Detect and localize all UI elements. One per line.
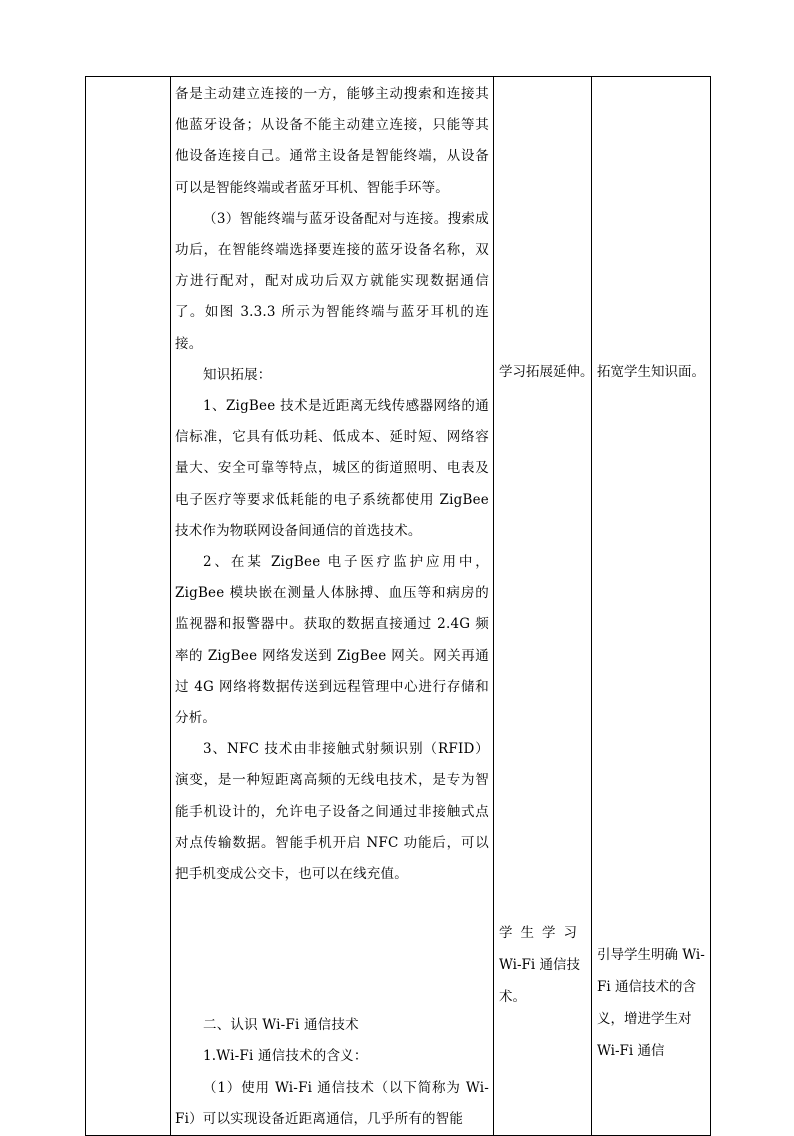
paragraph: （1）使用 Wi-Fi 通信技术（以下简称为 Wi-Fi）可以实现设备近距离通信，几乎所有的智能 — [175, 1079, 489, 1127]
section-heading: 知识拓展： — [203, 366, 272, 383]
paragraph: 1、ZigBee 技术是近距离无线传感器网络的通信标准，它具有低功耗、低成本、延时短、网络容量大、安全可靠等特点，城区的街道照明、电表及电子医疗等要求低耗能的电子系统都使用 ZigBee 技术作为物联网设备间通信的首选技术。 — [175, 398, 489, 539]
subheading: 1.Wi-Fi 通信技术的含义： — [203, 1048, 368, 1065]
design-intent-cell — [592, 77, 711, 1136]
content-cell — [171, 77, 494, 1136]
intent-text: 拓宽学生知识面。 — [597, 364, 705, 380]
student-activity-cell — [494, 77, 592, 1136]
activity-text: 学习拓展延伸。 — [499, 364, 594, 380]
section-heading: 二、认识 Wi-Fi 通信技术 — [203, 1017, 359, 1034]
paragraph: （3）智能终端与蓝牙设备配对与连接。搜索成功后，在智能终端选择要连接的蓝牙设备名称，双方进行配对，配对成功后双方就能实现数据通信了。如图 3.3.3 所示为智能终端与蓝牙耳机的连接。 — [175, 210, 489, 352]
intent-text: 引导学生明确 Wi-Fi 通信技术的含义，增进学生对 Wi-Fi 通信 — [597, 947, 705, 1059]
paragraph: 3、NFC 技术由非接触式射频识别（RFID）演变，是一种短距离高频的无线电技术，是专为智能手机设计的，允许电子设备之间通过非接触式点对点传输数据。智能手机开启 NFC 功能后，可以把手机变成公交卡，也可以在线充值。 — [175, 741, 489, 883]
lesson-table — [85, 76, 711, 1136]
paragraph: 2、在某 ZigBee 电子医疗监护应用中，ZigBee 模块嵌在测量人体脉搏、血压等和病房的监视器和报警器中。获取的数据直接通过 2.4G 频率的 ZigBee 网络发送到 ZigBee 网关。网关再通过 4G 网络将数据传送到远程管理中心进行存储和分析。 — [175, 554, 489, 727]
empty-cell — [86, 77, 171, 1136]
activity-text: 学生学习 Wi-Fi 通信技术。 — [499, 925, 585, 1005]
paragraph: 备是主动建立连接的一方，能够主动搜索和连接其他蓝牙设备；从设备不能主动建立连接，只能等其他设备连接自己。通常主设备是智能终端，从设备可以是智能终端或者蓝牙耳机、智能手环等。 — [175, 86, 489, 196]
